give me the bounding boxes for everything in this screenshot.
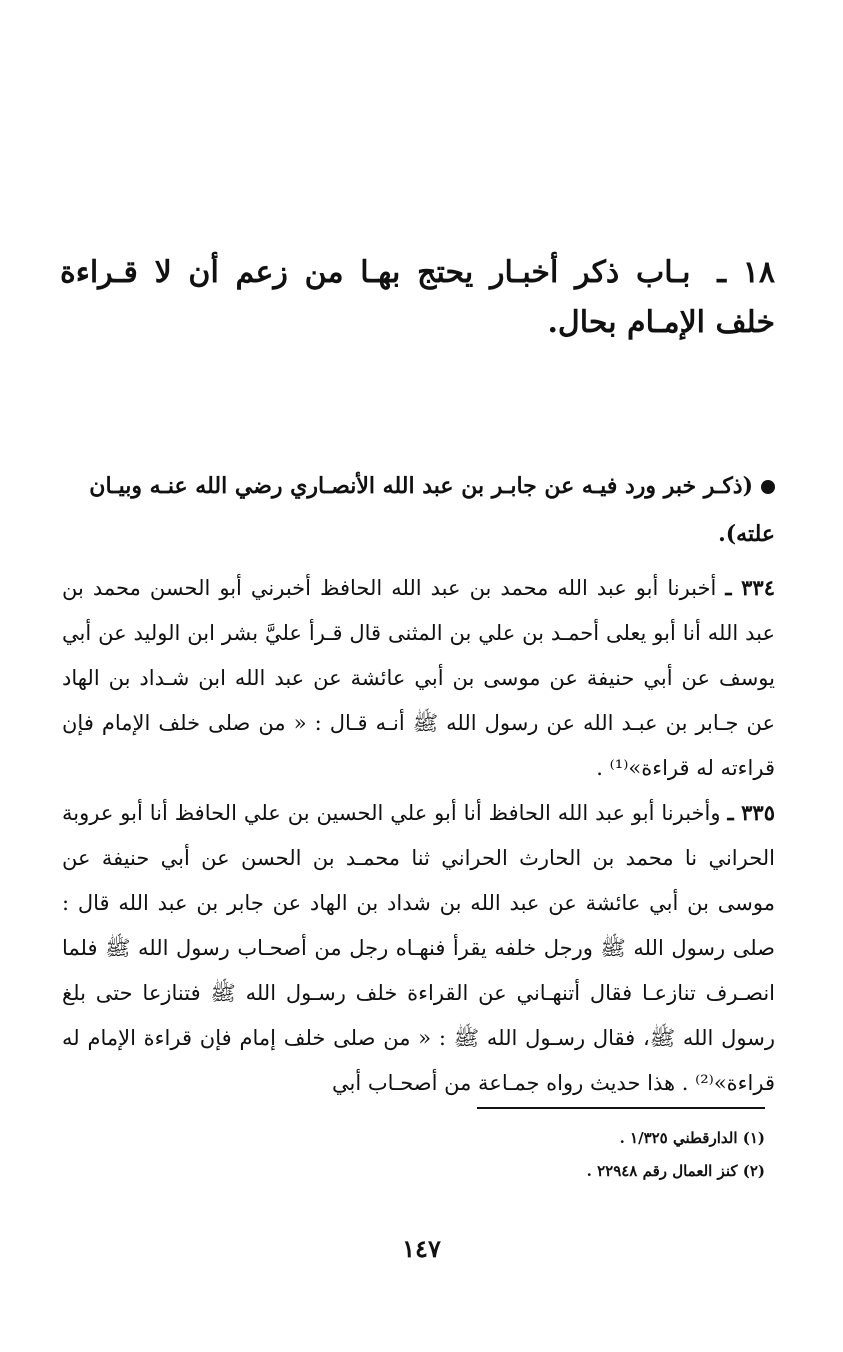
hadith-text: وأخبرنا أبو عبد الله الحافظ أنا أبو علي الحسين بن علي الحافظ أنا أبو عروبة الحراني نا محمد بن الحارث الحراني ثنا محمـد بن الحسن عن أبي حنيفة عن موسى بن أبي عائشة عن عبد الله بن شداد بن الهاد عن جابر بن عبد الله قال : صلى رسول الله ﷺ ورجل خلفه يقرأ فنهـاه رجل من أصحـاب رسول الله ﷺ فلما انصـرف تنازعـا فقال أتنهـاني عن القراءة خلف رسـول الله ﷺ فتنازعا حتى بلغ رسول الله ﷺ، فقال رسـول الله ﷺ : « من صلى خلف إمام فإن قراءة الإمام له قراءة»⁽²⁾ . هذا حديث رواه جمـاعة من أصحـاب أبي bbox=[62, 801, 775, 1095]
section-intro bbox=[62, 462, 775, 558]
footnote: (٢) كنز العمال رقم ٢٢٩٤٨ . bbox=[586, 1162, 765, 1180]
chapter-title: بـاب ذكر أخبـار يحتج بهـا من زعم أن لا قـراءة خلف الإمـام بحال. bbox=[60, 255, 775, 340]
hadith-text: أخبرنا أبو عبد الله محمد بن عبد الله الحافظ أخبرني أبو الحسن محمد بن عبد الله أنا أبو يعلى أحمـد بن علي بن المثنى قال قـرأ عليَّ بشر ابن الوليد عن أبي يوسف عن أبي حنيفة عن موسى بن أبي عائشة عن عبد الله ابن شـداد بن الهاد عن جـابر بن عبـد الله عن رسول الله ﷺ أنـه قـال : « من صلى خلف الإمام فإن قراءته له قراءة»⁽¹⁾ . bbox=[62, 576, 775, 780]
footnote-divider bbox=[477, 1107, 765, 1109]
intro-text: (ذكـر خبر ورد فيـه عن جابـر بن عبد الله الأنصـاري رضي الله عنـه وبيـان علته). bbox=[89, 473, 775, 547]
hadith-number: ٣٣٥ ـ bbox=[727, 800, 775, 825]
footnote: (١) الدارقطني ١/٣٢٥ . bbox=[619, 1129, 765, 1147]
chapter-heading bbox=[60, 248, 775, 348]
chapter-number: ١٨ ـ bbox=[717, 255, 775, 290]
hadith-paragraph bbox=[62, 790, 775, 1106]
hadith-paragraph bbox=[62, 565, 775, 791]
hadith-number: ٣٣٤ ـ bbox=[725, 575, 775, 600]
page-number: ١٤٧ bbox=[402, 1234, 441, 1263]
bullet-icon bbox=[761, 480, 775, 494]
